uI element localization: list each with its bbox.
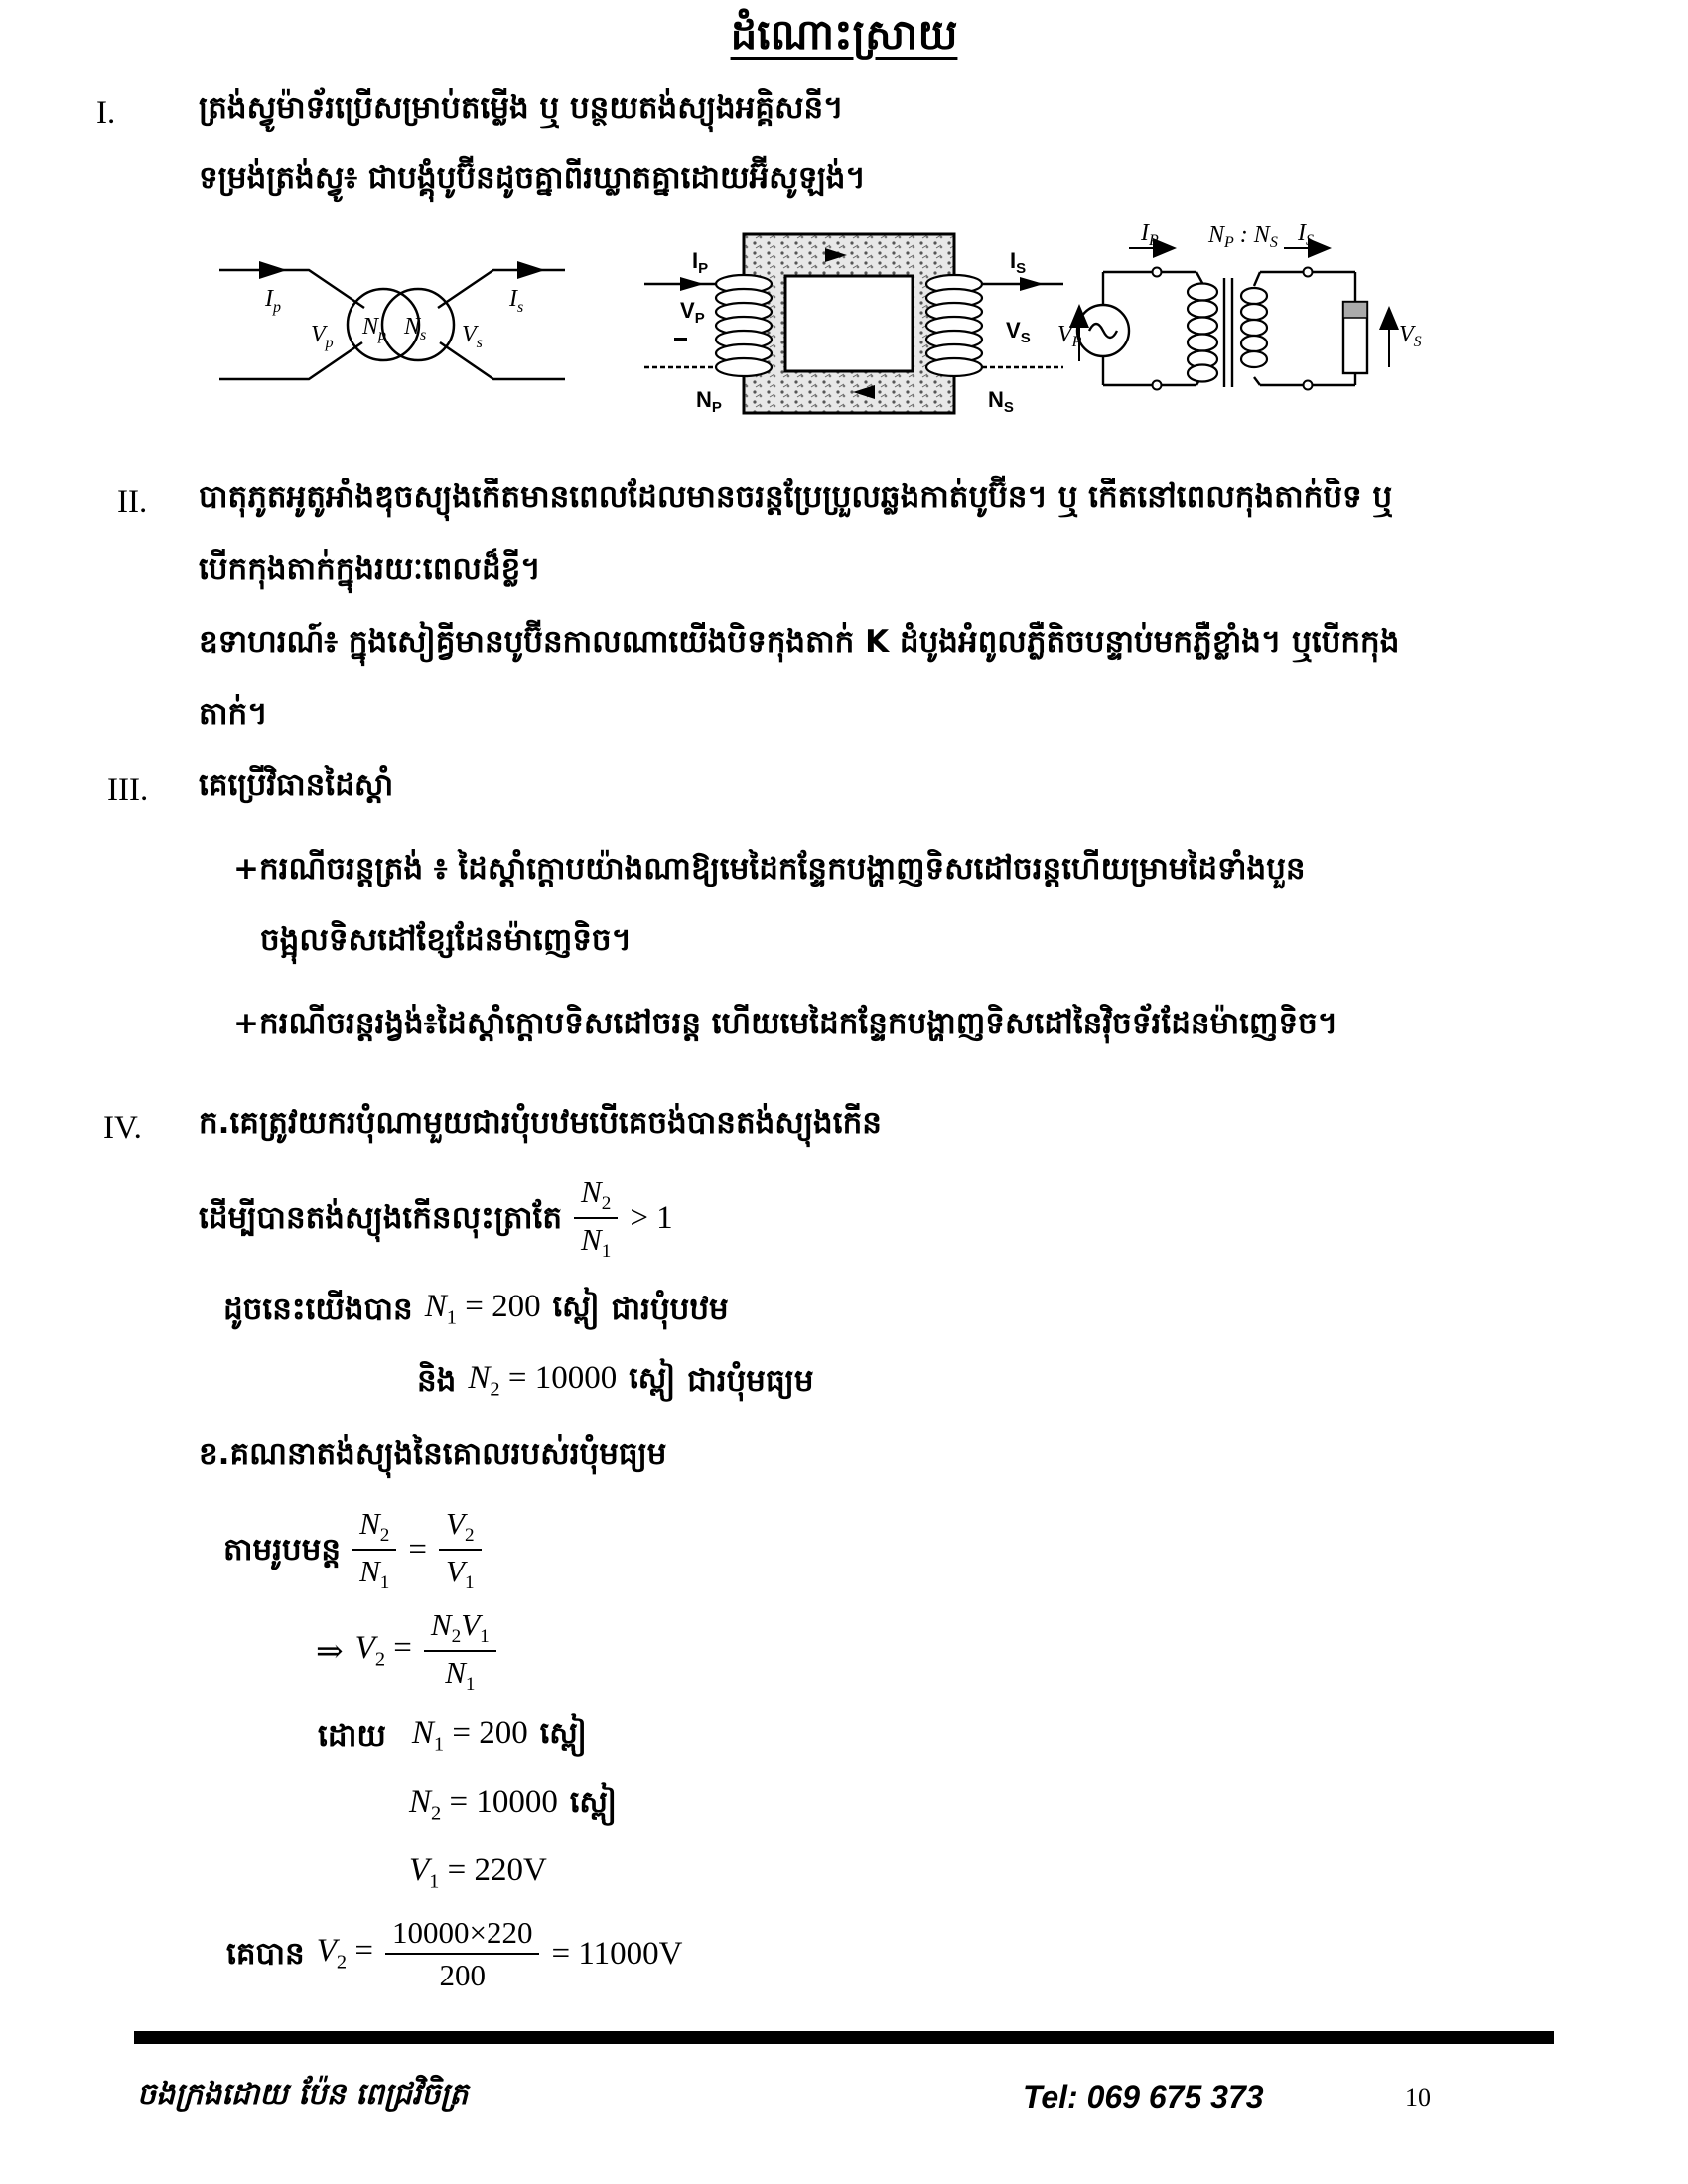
current-arrow-icon bbox=[517, 261, 545, 279]
given-n1-prefix: ដូចនេះយើងបាន bbox=[223, 1292, 413, 1327]
given-n2-term: $N_2 = 10000$ bbox=[468, 1360, 618, 1402]
implies-arrow-icon: ⇒ bbox=[316, 1634, 344, 1671]
condition-prefix: ដើម្បីបានតង់ស្យុងកើនលុះត្រាតែ bbox=[199, 1200, 563, 1236]
doy-label: ដោយ bbox=[318, 1718, 386, 1754]
fraction-n2-over-n1: $\frac{N_2}{N_1}$ bbox=[352, 1505, 396, 1595]
secondary-top-wire bbox=[438, 270, 565, 308]
fraction-n2v1-over-n1: $\frac{N_2V_1}{N_1}$ bbox=[424, 1606, 496, 1697]
fraction-result: $\frac{10000\times 220}{200}$ bbox=[385, 1914, 539, 1993]
label-Vs: $V_S$ bbox=[1399, 322, 1422, 350]
junction-dot bbox=[1153, 381, 1162, 390]
footer-telephone: Tel: 069 675 373 bbox=[1023, 2079, 1264, 2115]
doy-n1-term: $N_1 = 200$ bbox=[411, 1715, 528, 1757]
section-I-line-1: ត្រង់ស្វូម៉ាទ័រប្រើសម្រាប់តម្លើង ឬ បន្ថយតង់ស្យុងអគ្គិសនី។ bbox=[199, 90, 844, 126]
junction-dot bbox=[1304, 381, 1313, 390]
junction-dot bbox=[1304, 268, 1313, 277]
given-n1-note: ជារបុំបឋម bbox=[611, 1292, 729, 1327]
page-title bbox=[0, 8, 1688, 69]
transformer-symbol-diagram bbox=[213, 230, 571, 407]
label-Ip: $I_P$ bbox=[1141, 220, 1159, 249]
solve-variable: $V_2$ = bbox=[354, 1630, 412, 1672]
section-numeral-II: II. bbox=[117, 484, 148, 520]
unit-turns: ស្ពៀ bbox=[539, 1716, 587, 1752]
condition-relation: > 1 bbox=[630, 1199, 673, 1236]
label-VS: $V_S$ bbox=[1006, 318, 1031, 346]
junction-dot bbox=[1153, 268, 1162, 277]
current-arrow-icon bbox=[259, 261, 287, 279]
label-VP: $V_P$ bbox=[680, 298, 705, 327]
given-n2-prefix: និង bbox=[417, 1363, 457, 1399]
primary-top-wire bbox=[219, 270, 364, 308]
section-numeral-III: III. bbox=[107, 772, 149, 808]
page-title-text: ដំណោះស្រាយ bbox=[730, 10, 958, 59]
unit-turns: ស្ពៀ bbox=[552, 1290, 600, 1325]
footer-rule bbox=[134, 2031, 1554, 2044]
label-NS: $N_S$ bbox=[988, 387, 1014, 416]
doy-v1-term: $V_1 = 220V$ bbox=[409, 1852, 547, 1893]
label-Np-Ns-ratio: $N_P$ : $N_S$ bbox=[1208, 222, 1278, 251]
label-Ns: $N_s$ bbox=[404, 314, 427, 343]
given-n1-line bbox=[223, 1287, 729, 1333]
condition-line bbox=[199, 1173, 673, 1264]
label-Vp: $V_p$ bbox=[311, 322, 334, 351]
secondary-bottom-wire bbox=[440, 342, 565, 379]
footer-compiled-by: ចងក្រងដោយ ប៉ែន ពេជ្រវិចិត្រ bbox=[137, 2077, 469, 2112]
label-NP: $N_P$ bbox=[696, 387, 722, 416]
primary-bottom-wire bbox=[219, 342, 362, 379]
section-II-line-4: តាក់។ bbox=[199, 696, 268, 732]
doy-n1-line bbox=[318, 1713, 587, 1760]
label-Np: $N_p$ bbox=[362, 314, 387, 343]
doy-v1-line bbox=[409, 1852, 547, 1894]
sine-wave-icon bbox=[1089, 324, 1117, 338]
section-numeral-I: I. bbox=[96, 95, 116, 131]
section-numeral-IV: IV. bbox=[103, 1110, 142, 1146]
section-IV-line-ka: ក.គេត្រូវយករបុំណាមួយជារបុំបឋមបើគេចង់បានតង់ស្យុងកើន bbox=[199, 1105, 882, 1141]
equals-sign: = bbox=[408, 1531, 427, 1568]
unit-turns: ស្ពៀ bbox=[629, 1361, 676, 1397]
section-III-line-3: ចង្អុលទិសដៅខ្សែដែនម៉ាញេទិច។ bbox=[260, 922, 633, 958]
stray-mark bbox=[674, 338, 687, 341]
label-Vp: $V_P$ bbox=[1057, 322, 1082, 350]
iron-core-transformer-diagram bbox=[640, 220, 1067, 424]
label-Is: $I_s$ bbox=[509, 286, 524, 316]
footer-page-number: 10 bbox=[1405, 2083, 1431, 2112]
label-IS: $I_S$ bbox=[1010, 248, 1027, 277]
solve-formula-line bbox=[316, 1606, 496, 1697]
ratio-formula-line bbox=[223, 1505, 482, 1595]
current-arrow-icon bbox=[1020, 277, 1044, 291]
transformer-circuit-diagram bbox=[1057, 210, 1435, 414]
section-III-line-4: +ករណីចរន្តរង្វង់៖ដៃស្តាំក្តោបទិសដៅចរន្ត ហើយមេដៃកន្ទែកបង្ហាញទិសដៅនៃវ៉ិចទ័រដែនម៉ាញេទិច។ bbox=[233, 1006, 1338, 1041]
given-n2-note: ជារបុំមធ្យម bbox=[687, 1363, 814, 1399]
section-I-line-2: ទម្រង់ត្រង់ស្វូ៖ ជាបង្គុំបូប៊ីនដូចគ្នាពីរឃ្លាតគ្នាដោយអ៊ីសូឡង់។ bbox=[199, 160, 866, 196]
result-variable: $V_2$ = bbox=[316, 1933, 373, 1974]
section-IV-line-kha: ខ.គណនាតង់ស្យុងនៃគោលរបស់របុំមធ្យម bbox=[199, 1436, 667, 1472]
label-Vs: $V_s$ bbox=[462, 322, 483, 351]
current-arrow-icon bbox=[680, 277, 704, 291]
label-IP: $I_P$ bbox=[692, 248, 709, 277]
fraction-v2-over-v1: $\frac{V_2}{V_1}$ bbox=[439, 1505, 482, 1595]
ratio-prefix: តាមរូបមន្ត bbox=[223, 1532, 342, 1568]
section-II-line-2: បើកកុងតាក់ក្នុងរយៈពេលដ៏ខ្លី។ bbox=[199, 551, 541, 587]
label-Is: $I_S$ bbox=[1298, 220, 1314, 249]
doy-n2-term: $N_2 = 10000$ bbox=[409, 1784, 558, 1825]
given-n1-term: $N_1 = 200$ bbox=[424, 1289, 541, 1330]
section-II-line-1: បាតុភូតអូតូអាំងឌុចស្យុងកើតមានពេលដែលមានចរន្តប្រែប្រួលឆ្លងកាត់បូប៊ីន។ ឬ កើតនៅពេលកុងតាក់បិទ ឬ bbox=[199, 479, 1393, 515]
result-value: = 11000V bbox=[551, 1935, 683, 1972]
unit-turns: ស្ពៀ bbox=[569, 1785, 617, 1820]
section-II-line-3: ឧទាហរណ៍៖ ក្នុងសៀគ្វីមានបូប៊ីនកាលណាយើងបិទកុងតាក់ K ដំបូងអំពូលភ្លឺតិចបន្ទាប់មកភ្លឺខ្លាំង។ ឬបើកកុង bbox=[199, 624, 1400, 660]
section-III-line-2: +ករណីចរន្តត្រង់ ៖ ដៃស្តាំក្តោបយ៉ាងណាឱ្យមេដៃកន្ទែកបង្ហាញទិសដៅចរន្តហើយម្រាមដៃទាំងបួន bbox=[233, 851, 1306, 887]
result-label: គេបាន bbox=[226, 1935, 305, 1972]
label-Ip: $I_p$ bbox=[265, 286, 281, 316]
core-window bbox=[785, 276, 913, 371]
result-line bbox=[226, 1914, 682, 1993]
doy-n2-line bbox=[409, 1783, 617, 1827]
given-n2-line bbox=[417, 1358, 814, 1405]
fraction-n2-over-n1: $\frac{N_2}{N_1}$ bbox=[574, 1173, 618, 1264]
section-III-line-1: គេប្រើវិធានដៃស្តាំ bbox=[199, 767, 394, 803]
